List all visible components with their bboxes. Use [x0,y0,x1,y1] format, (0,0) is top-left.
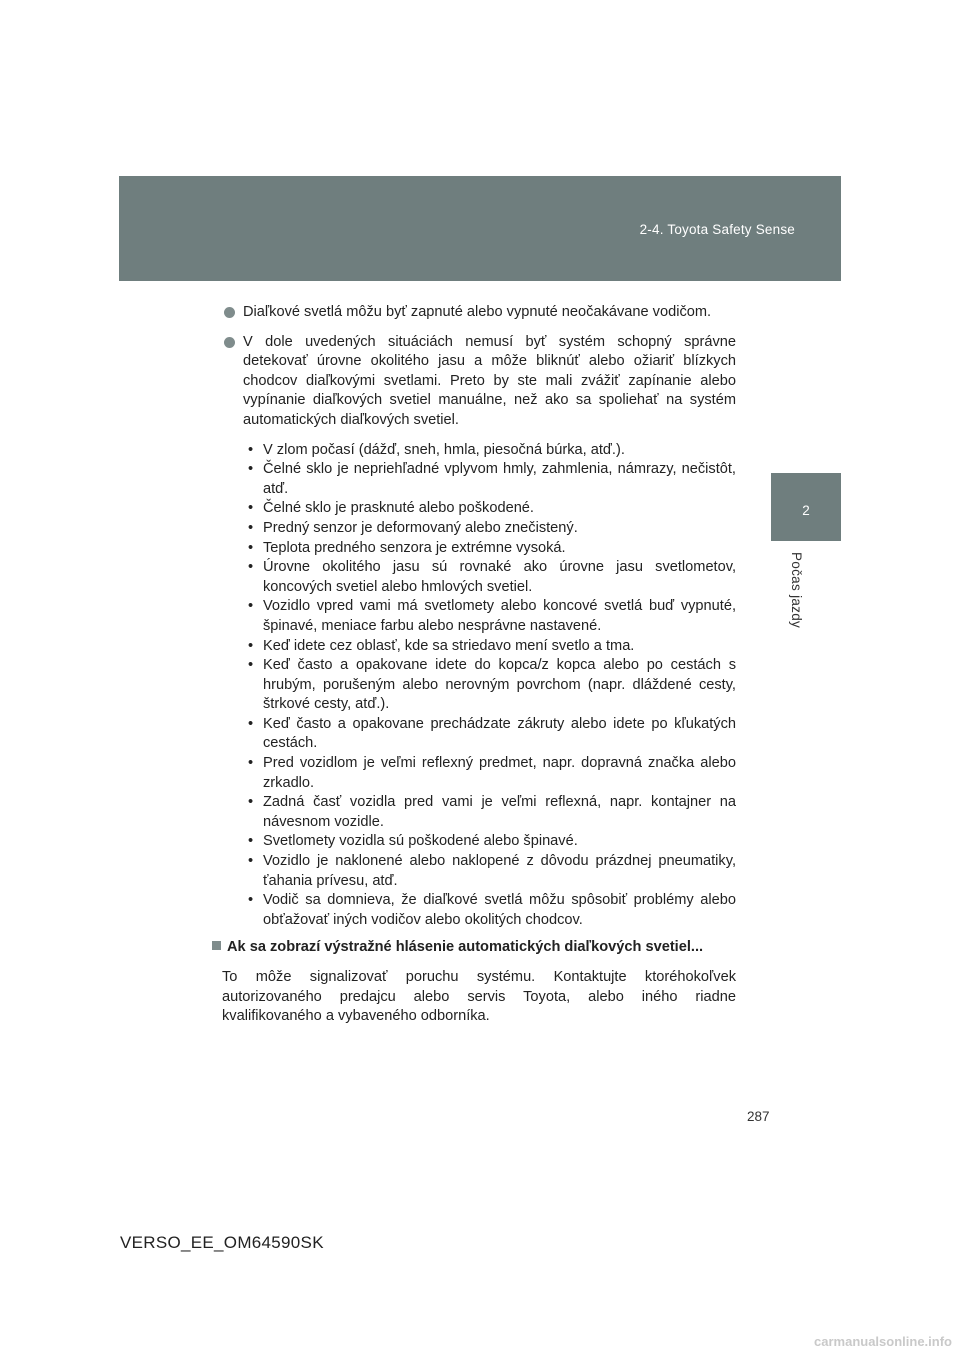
document-code: VERSO_EE_OM64590SK [120,1233,324,1252]
list-item: • Svetlomety vozidla sú poškodené alebo špinavé. [248,833,578,850]
chapter-tab [771,473,841,541]
list-item: • Čelné sklo je nepriehľadné vplyvom hmly, zahmlenia, námrazy, nečistôt, atď. [248,461,736,497]
chapter-name: Počas jazdy [789,552,804,629]
list-item: • Vozidlo vpred vami má svetlomety alebo koncové svetlá buď vypnuté, špinavé, meniace farbu alebo nesprávne nastavené. [248,598,736,634]
list-item: • Zadná časť vozidla pred vami je veľmi reflexná, napr. kontajner na návesnom vozidle. [248,794,736,830]
page-number: 287 [747,1109,770,1124]
list-item: • Keď často a opakovane prechádzate zákruty alebo idete po kľukatých cestách. [248,715,736,752]
note-text: V dole uvedených situáciách nemusí byť systém schopný správne detekovať úrovne okolitého jasu a môže bliknúť alebo ožiariť blízkych chodcov diaľkovými svetlami. Preto by ste mali zvážiť zapínanie alebo vypínanie diaľkových svetiel manuálne, než ako sa spoliehať na systém automatických diaľkových svetiel. [243,333,736,428]
watermark: carmanualsonline.info [814,1334,952,1349]
list-item: • Teplota predného senzora je extrémne vysoká. [248,539,566,556]
note-item [222,333,736,431]
list-item: • Čelné sklo je prasknuté alebo poškodené. [248,500,534,517]
warning-heading: Ak sa zobrazí výstražné hlásenie automatických diaľkových svetiel... [212,938,736,958]
list-item: • Keď často a opakovane idete do kopca/z kopca alebo po cestách s hrubým, porušeným alebo nerovným povrchom (napr. dláždené cesty, štrkové cesty, atď.). [248,657,736,713]
warning-text: To môže signalizovať poruchu systému. Kontaktujte ktoréhokoľvek autorizovaného predajcu alebo servis Toyota, alebo iného riadne kvalifikovaného a vybaveného odborníka. [222,969,736,1025]
list-item: • V zlom počasí (dážď, sneh, hmla, piesočná búrka, atď.). [248,441,625,458]
list-item: • Pred vozidlom je veľmi reflexný predmet, napr. dopravná značka alebo zrkadlo. [248,755,736,791]
list-item: • Keď idete cez oblasť, kde sa striedavo mení svetlo a tma. [248,637,635,654]
list-item: • Vodič sa domnieva, že diaľkové svetlá môžu spôsobiť problémy alebo obťažovať iných vodičov alebo okolitých chodcov. [248,892,736,928]
header-band [119,176,841,281]
list-item: • Predný senzor je deformovaný alebo znečistený. [248,519,578,536]
chapter-number: 2 [802,503,810,518]
situations-list [222,441,736,931]
page-content [222,303,736,1027]
circle-bullet-icon [224,307,235,318]
list-item: • Úrovne okolitého jasu sú rovnaké ako úrovne jasu svetlometov, koncových svetiel alebo hmlových svetiel. [248,559,736,595]
circle-bullet-icon [224,337,235,348]
note-item [222,303,736,323]
note-text: Diaľkové svetlá môžu byť zapnuté alebo vypnuté neočakávane vodičom. [243,304,712,320]
section-title: 2-4. Toyota Safety Sense [639,222,795,237]
list-item: • Vozidlo je naklonené alebo naklopené z dôvodu prázdnej pneumatiky, ťahania prívesu, atď. [248,853,736,889]
square-bullet-icon [212,941,221,950]
